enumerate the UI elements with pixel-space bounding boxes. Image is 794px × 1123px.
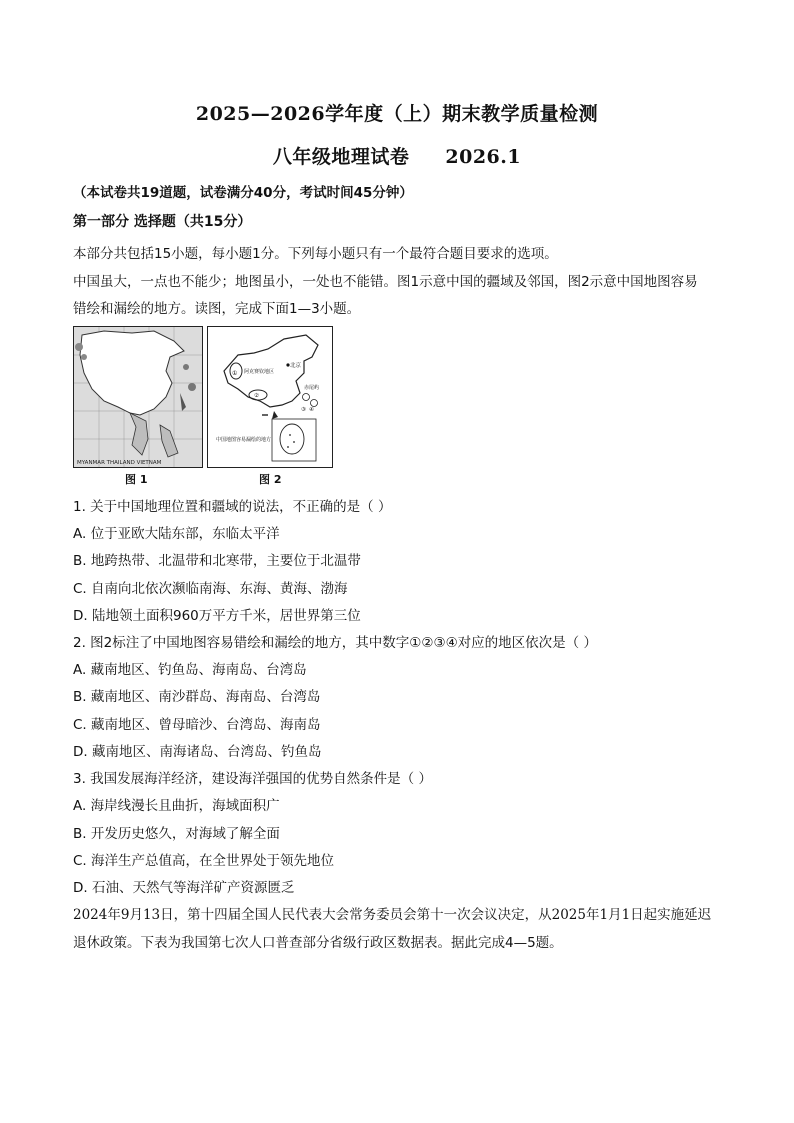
figure-1-bottom-text: MYANMAR THAILAND VIETNAM bbox=[77, 460, 162, 466]
section-instructions: 本部分共包括15小题，每小题1分。下列每小题只有一个最符合题目要求的选项。 bbox=[73, 246, 558, 262]
question-2-option-d: D. 藏南地区、南海诸岛、台湾岛、钓鱼岛 bbox=[73, 744, 322, 760]
figure-2-label-a: 阿克赛钦地区 bbox=[244, 369, 275, 375]
question-2-option-a: A. 藏南地区、钓鱼岛、海南岛、台湾岛 bbox=[73, 662, 307, 678]
figure-2-label-b: 北京 bbox=[290, 363, 302, 369]
exam-subtitle: 八年级地理试卷 bbox=[272, 146, 410, 168]
question-3-option-b: B. 开发历史悠久，对海域了解全面 bbox=[73, 826, 280, 842]
figure-2-num-3: ③ bbox=[301, 407, 306, 413]
figure-2-label-d: 中国地图容易漏绘的地方 bbox=[216, 437, 272, 443]
figure-2-label-c: 赤尾屿 bbox=[304, 385, 320, 391]
figure-2-num-1: ① bbox=[232, 370, 238, 377]
exam-title: 2025—2026学年度（上）期末教学质量检测 bbox=[195, 103, 599, 125]
figure-2-caption: 图 2 bbox=[259, 473, 282, 486]
question-3-stem: 3. 我国发展海洋经济，建设海洋强国的优势自然条件是（ ） bbox=[73, 771, 432, 787]
figure-2-num-2: ② bbox=[254, 393, 259, 399]
passage-line-2: 退休政策。下表为我国第七次人口普查部分省级行政区数据表。据此完成4—5题。 bbox=[73, 935, 563, 951]
exam-subtitle-row bbox=[0, 142, 794, 169]
figure-group bbox=[73, 326, 335, 486]
question-1-option-b: B. 地跨热带、北温带和北寒带，主要位于北温带 bbox=[73, 553, 361, 569]
intro-line-1: 中国虽大，一点也不能少；地图虽小，一处也不能错。图1示意中国的疆域及邻国，图2示意中国地图容易 bbox=[73, 274, 698, 290]
question-1-option-d: D. 陆地领土面积960万平方千米，居世界第三位 bbox=[73, 608, 361, 624]
question-1-stem: 1. 关于中国地理位置和疆域的说法，不正确的是（ ） bbox=[73, 499, 392, 515]
figure-2-num-4: ④ bbox=[309, 407, 314, 413]
passage-line-1: 2024年9月13日，第十四届全国人民代表大会常务委员会第十一次会议决定，从2025年1月1日起实施延迟 bbox=[73, 907, 712, 923]
question-1-option-c: C. 自南向北依次濒临南海、东海、黄海、渤海 bbox=[73, 581, 348, 597]
china-outline-map-image bbox=[208, 327, 332, 467]
question-2-option-b: B. 藏南地区、南沙群岛、海南岛、台湾岛 bbox=[73, 689, 321, 705]
figure-2-map bbox=[207, 326, 333, 468]
question-3-option-a: A. 海岸线漫长且曲折，海域面积广 bbox=[73, 798, 280, 814]
question-1-option-a: A. 位于亚欧大陆东部，东临太平洋 bbox=[73, 526, 280, 542]
question-2-option-c: C. 藏南地区、曾母暗沙、台湾岛、海南岛 bbox=[73, 717, 321, 733]
section-heading: 第一部分 选择题（共15分） bbox=[73, 214, 252, 230]
exam-note: （本试卷共19道题，试卷满分40分，考试时间45分钟） bbox=[73, 185, 413, 201]
china-territory-map-image bbox=[74, 327, 202, 467]
figure-1-caption: 图 1 bbox=[125, 473, 148, 486]
figure-1-map bbox=[73, 326, 203, 468]
intro-line-2: 错绘和漏绘的地方。读图，完成下面1—3小题。 bbox=[73, 301, 361, 317]
question-3-option-d: D. 石油、天然气等海洋矿产资源匮乏 bbox=[73, 880, 295, 896]
question-3-option-c: C. 海洋生产总值高，在全世界处于领先地位 bbox=[73, 853, 335, 869]
question-2-stem: 2. 图2标注了中国地图容易错绘和漏绘的地方，其中数字①②③④对应的地区依次是（ ） bbox=[73, 635, 597, 651]
exam-date: 2026.1 bbox=[445, 146, 522, 168]
